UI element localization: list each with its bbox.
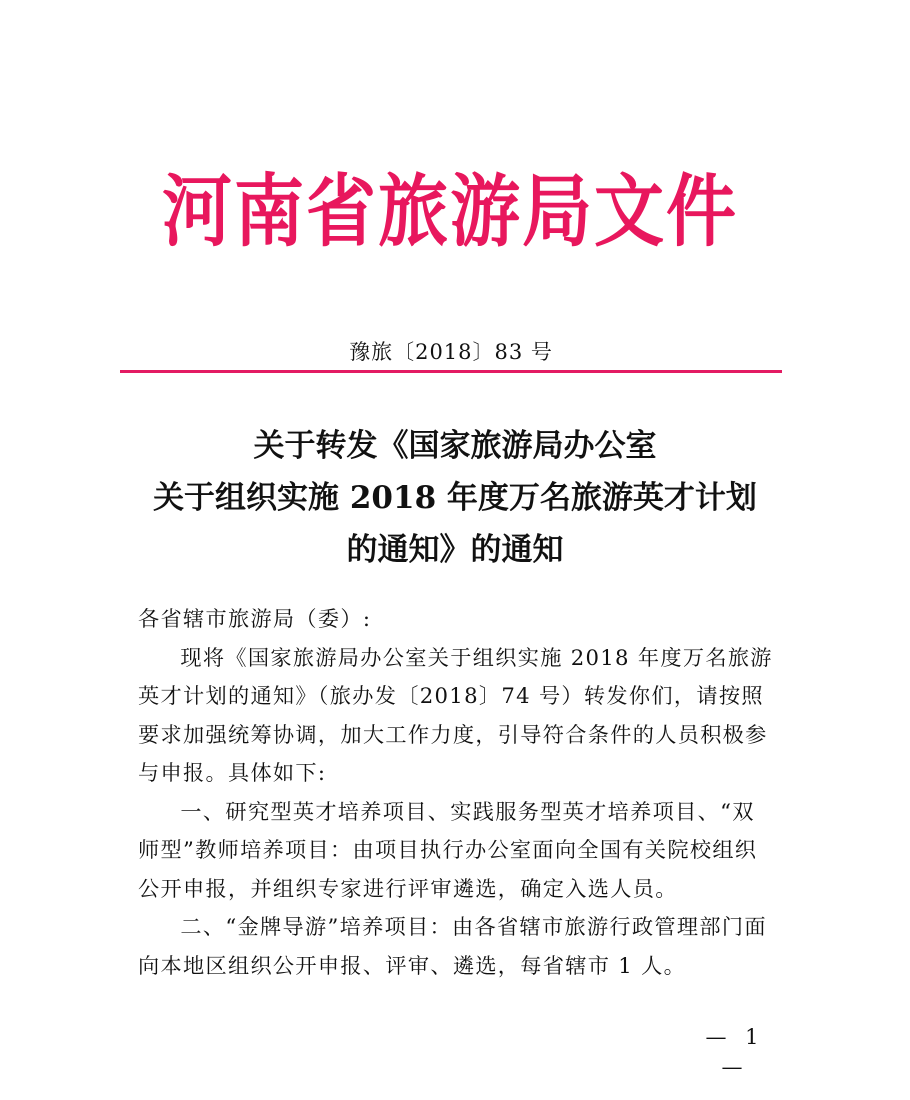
document-body xyxy=(138,600,774,985)
paragraph-3: 二、“金牌导游”培养项目：由各省辖市旅游行政管理部门面向本地区组织公开申报、评审、遴选，每省辖市 1 人。 xyxy=(138,914,767,978)
page-number: — 1 — xyxy=(705,1025,765,1079)
salutation: 各省辖市旅游局（委）: xyxy=(138,606,372,631)
issuer-header-title: 河南省旅游局文件 xyxy=(162,164,738,258)
title-line-1: 关于转发《国家旅游局办公室 xyxy=(253,428,657,464)
title-line-3: 的通知》的通知 xyxy=(346,532,564,568)
document-number: 豫旅〔2018〕83 号 xyxy=(349,340,553,364)
paragraph-1: 现将《国家旅游局办公室关于组织实施 2018 年度万名旅游英才计划的通知》（旅办发〔2018〕74 号）转发你们，请按照要求加强统筹协调，加大工作力度，引导符合条件的人员积极参与申报。具体如下: xyxy=(138,644,773,785)
document-title xyxy=(120,420,790,576)
title-line-2: 关于组织实施 2018 年度万名旅游英才计划 xyxy=(153,480,757,516)
red-divider-line xyxy=(120,370,782,373)
paragraph-2: 一、研究型英才培养项目、实践服务型英才培养项目、“双师型”教师培养项目：由项目执行办公室面向全国有关院校组织公开申报，并组织专家进行评审遴选，确定入选人员。 xyxy=(138,798,758,901)
